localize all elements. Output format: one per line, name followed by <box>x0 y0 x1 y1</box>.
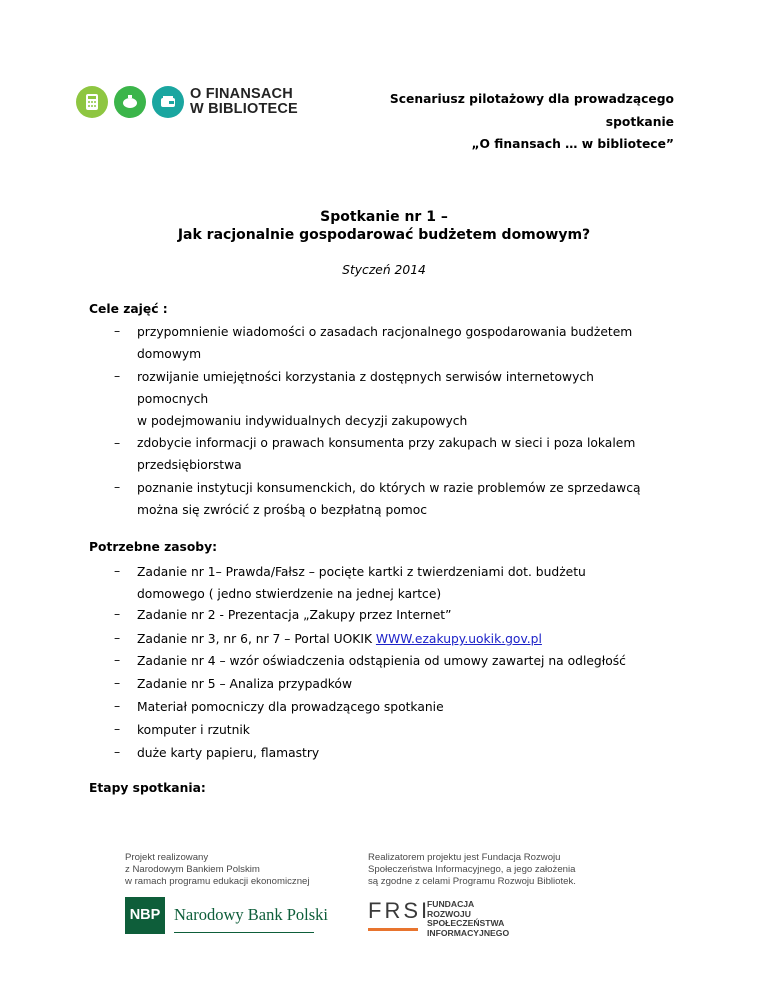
frsi-logo: FRSI <box>368 898 431 923</box>
goal-item: pomocnych <box>137 392 209 406</box>
goal-item: zdobycie informacji o prawach konsumenta przy zakupach w sieci i poza lokalem <box>137 436 636 450</box>
dash-bullet: – <box>114 324 121 338</box>
header-line-3: „O finansach … w bibliotece” <box>471 137 674 151</box>
resource-item: Zadanie nr 2 - Prezentacja „Zakupy przez Internet” <box>137 608 452 622</box>
dash-bullet: – <box>114 745 121 759</box>
goal-item: poznanie instytucji konsumenckich, do których w razie problemów ze sprzedawcą <box>137 481 641 495</box>
footer-left-line: Projekt realizowany <box>125 852 209 863</box>
dash-bullet: – <box>114 699 121 713</box>
o-finansach-logo <box>76 86 306 122</box>
dash-bullet: – <box>114 676 121 690</box>
frsi-sub-line: FUNDACJA <box>427 899 475 909</box>
piggy-bank-icon <box>114 86 146 118</box>
resource-item: Materiał pomocniczy dla prowadzącego spotkanie <box>137 700 444 714</box>
goal-item: przedsiębiorstwa <box>137 458 242 472</box>
dash-bullet: – <box>114 607 121 621</box>
resource-text: Zadanie nr 3, nr 6, nr 7 – Portal UOKIK <box>137 632 376 646</box>
resource-item: komputer i rzutnik <box>137 723 250 737</box>
resources-heading: Potrzebne zasoby: <box>89 540 218 554</box>
goal-item: rozwijanie umiejętności korzystania z dostępnych serwisów internetowych <box>137 370 594 384</box>
calculator-icon <box>76 86 108 118</box>
dash-bullet: – <box>114 564 121 578</box>
dash-bullet: – <box>114 653 121 667</box>
frsi-sub-line: ROZWOJU <box>427 908 471 919</box>
logo-line-2: W BIBLIOTECE <box>190 101 298 117</box>
logo-text <box>190 87 298 117</box>
resource-item: Zadanie nr 5 – Analiza przypadków <box>137 677 353 691</box>
page-title-line-2: Jak racjonalnie gospodarować budżetem domowym? <box>177 227 591 243</box>
footer-right-line: Społeczeństwa Informacyjnego, a jego założenia <box>368 864 576 875</box>
frsi-underline <box>368 928 418 931</box>
goal-item: przypomnienie wiadomości o zasadach racjonalnego gospodarowania budżetem <box>137 325 633 339</box>
footer-left-line: z Narodowym Bankiem Polskim <box>125 864 260 875</box>
nbp-logo: NBP <box>125 897 165 934</box>
dash-bullet: – <box>114 369 121 383</box>
dash-bullet: – <box>114 631 121 645</box>
date: Styczeń 2014 <box>342 263 426 277</box>
nbp-underline <box>174 932 314 933</box>
frsi-sub-line: SPOŁECZEŃSTWA <box>427 918 505 929</box>
header-line-1: Scenariusz pilotażowy dla prowadzącego <box>389 92 674 106</box>
resource-item: domowego ( jedno stwierdzenie na jednej kartce) <box>137 587 442 601</box>
frsi-subtitle <box>427 900 509 938</box>
goal-item: w podejmowaniu indywidualnych decyzji zakupowych <box>137 414 468 428</box>
footer-right-line: Realizatorem projektu jest Fundacja Rozwoju <box>368 852 561 863</box>
footer-left-text <box>125 852 310 888</box>
dash-bullet: – <box>114 436 121 450</box>
nbp-name: Narodowy Bank Polski <box>174 905 328 924</box>
footer-right-line: są zgodne z celami Programu Rozwoju Bibliotek. <box>368 876 576 887</box>
page-title-line-1: Spotkanie nr 1 – <box>320 209 448 225</box>
header-line-2: spotkanie <box>605 115 674 129</box>
frsi-sub-line: INFORMACYJNEGO <box>427 927 510 938</box>
resource-item <box>137 628 697 650</box>
resource-item: Zadanie nr 4 – wzór oświadczenia odstąpienia od umowy zawartej na odległość <box>137 654 626 668</box>
resource-item: duże karty papieru, flamastry <box>137 746 320 760</box>
resource-item: Zadanie nr 1– Prawda/Fałsz – pocięte kartki z twierdzeniami dot. budżetu <box>137 565 586 579</box>
goals-heading: Cele zajęć : <box>89 302 168 316</box>
uokik-link[interactable]: WWW.ezakupy.uokik.gov.pl <box>375 632 542 646</box>
goal-item: domowym <box>137 347 202 361</box>
logo-line-1: O FINANSACH <box>190 86 293 102</box>
stages-heading: Etapy spotkania: <box>89 781 206 795</box>
footer-right-text <box>368 852 576 888</box>
goal-item: można się zwrócić z prośbą o bezpłatną pomoc <box>137 503 428 517</box>
wallet-icon <box>152 86 184 118</box>
dash-bullet: – <box>114 480 121 494</box>
dash-bullet: – <box>114 722 121 736</box>
footer-left-line: w ramach programu edukacji ekonomicznej <box>125 876 310 887</box>
